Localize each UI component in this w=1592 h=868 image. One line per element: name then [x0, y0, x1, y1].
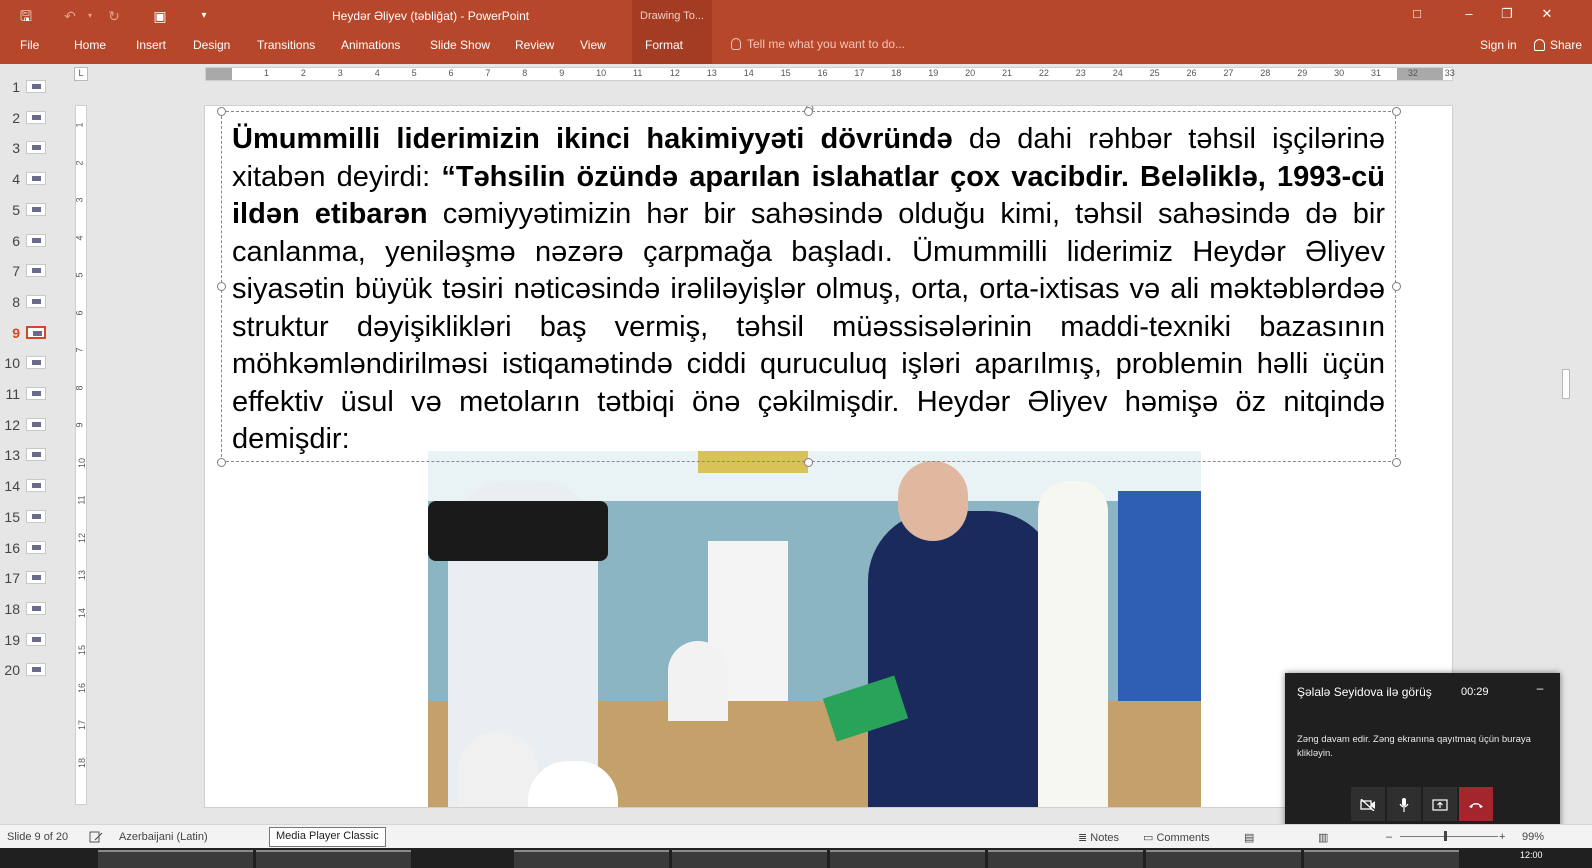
restore-icon[interactable]: ❐	[1501, 6, 1513, 21]
ruler-label: 24	[1112, 68, 1123, 78]
taskbar-clock: 12:00	[1520, 850, 1543, 860]
slide-thumbnail-preview[interactable]	[26, 111, 46, 124]
microphone-icon[interactable]	[1387, 787, 1421, 821]
selected-text-box[interactable]	[221, 111, 1396, 462]
taskbar-app-7[interactable]	[1146, 850, 1301, 868]
sign-in-link[interactable]: Sign in	[1480, 38, 1517, 52]
slide-thumbnail[interactable]	[0, 256, 68, 286]
slide-thumbnail[interactable]	[0, 533, 68, 563]
status-bar	[0, 824, 1592, 848]
ruler-label: 4	[374, 68, 380, 78]
windows-taskbar	[0, 848, 1592, 868]
slide-thumbnail-preview[interactable]	[26, 448, 46, 461]
photo-woman	[1038, 481, 1108, 808]
camera-off-icon[interactable]	[1351, 787, 1385, 821]
slide-thumbnail-number: 13	[4, 447, 20, 464]
photo-video-camera	[428, 501, 608, 561]
taskbar-tooltip: Media Player Classic	[269, 827, 386, 847]
slide-thumbnail-number: 18	[4, 600, 20, 617]
ruler-label: 3	[337, 68, 343, 78]
ruler-label: 18	[891, 68, 902, 78]
meeting-call-popup[interactable]	[1285, 673, 1560, 831]
ruler-label: 18	[77, 757, 88, 768]
slide-thumbnail[interactable]	[0, 440, 68, 470]
ruler-label: 10	[596, 68, 607, 78]
spelling-check-icon[interactable]	[89, 831, 103, 846]
ruler-label: 15	[780, 68, 791, 78]
tab-transitions[interactable]: Transitions	[257, 38, 316, 52]
ruler-label: 14	[743, 68, 754, 78]
ruler-label: 26	[1186, 68, 1197, 78]
ruler-label: 7	[485, 68, 491, 78]
slide-thumbnail-preview[interactable]	[26, 602, 46, 615]
normal-view-icon[interactable]: ▤	[1244, 832, 1255, 844]
share-label: Share	[1550, 38, 1583, 52]
tab-format[interactable]: Format	[645, 38, 684, 52]
tab-design[interactable]: Design	[193, 38, 231, 52]
zoom-slider[interactable]	[1400, 836, 1498, 837]
slide-thumbnail-preview[interactable]	[26, 510, 46, 523]
notes-label: Notes	[1090, 832, 1120, 844]
slide-thumbnail-number: 16	[4, 539, 20, 556]
zoom-out-icon[interactable]: –	[1386, 831, 1393, 843]
ruler-label: 13	[77, 569, 88, 581]
slide-thumbnail[interactable]	[0, 287, 68, 317]
ruler-label: 17	[854, 68, 865, 78]
ruler-label: 7	[74, 347, 85, 353]
taskbar-app-4[interactable]	[672, 850, 827, 868]
slide-thumbnail[interactable]	[0, 655, 68, 685]
slide-thumbnail-preview[interactable]	[26, 264, 46, 277]
slide-thumbnail[interactable]	[0, 133, 68, 163]
ruler-label: 16	[817, 68, 828, 78]
bold-text-1: Ümummilli liderimizin ikinci hakimiyyəti dövründə	[232, 123, 953, 155]
tab-insert[interactable]: Insert	[136, 38, 167, 52]
taskbar-app-3[interactable]	[514, 850, 669, 868]
slide-thumbnail[interactable]	[0, 318, 68, 348]
zoom-in-icon[interactable]: +	[1499, 831, 1506, 843]
ruler-label: 12	[77, 532, 88, 543]
slide-thumbnail[interactable]	[0, 72, 68, 102]
normal-text-2: cəmiyyətimizin hər bir sahəsində olduğu kimi, təhsil sahəsində də bir canlanma, yeniləşmə nəzərə çarpmağa başladı. Ümummilli liderimiz Heydər Əliyev siyasətin büyük təsiri nəticəsində irəliləyişlər olmuş, orta, orta-ixtisas və ali məktəblərdəə struktur dəyişiklikləri baş vermiş, təhsil müəssisələrinin maddi-texniki bazasının möhkəmləndirilməsi istiqamətində ciddi quruculuq işləri aparılmış, problemin həlli üçün effektiv üsul və metoların tətbiqi önə çəkilmişdir. Heydər Əliyev həmişə öz nitqində demişdir:	[232, 198, 1385, 455]
slide-thumbnail-preview[interactable]	[26, 80, 46, 93]
slide-body-text[interactable]	[232, 121, 1385, 459]
ruler-margin-right	[1397, 68, 1443, 80]
slide-thumbnail[interactable]	[0, 103, 68, 133]
slide-thumbnail-number: 11	[5, 386, 20, 402]
tab-slide-show[interactable]: Slide Show	[430, 38, 491, 52]
slide-thumbnail-number: 20	[4, 662, 20, 679]
slide-thumbnail-number: 9	[12, 324, 20, 341]
ruler-label: 3	[74, 197, 85, 203]
comments-label: Comments	[1156, 832, 1210, 844]
ruler-label: 1	[74, 122, 85, 128]
ruler-label: 22	[1038, 68, 1049, 78]
tell-me-search[interactable]	[731, 37, 905, 51]
resize-handle-right[interactable]	[1392, 282, 1401, 291]
taskbar-app-6[interactable]	[988, 850, 1143, 868]
taskbar-app-5[interactable]	[830, 850, 985, 868]
ruler-label: 33	[1444, 68, 1455, 78]
ruler-label: 29	[1297, 68, 1308, 78]
slide-canvas[interactable]	[204, 105, 1453, 808]
taskbar-app-8[interactable]	[1304, 850, 1459, 868]
resize-handle-bottom-left[interactable]	[217, 458, 226, 467]
reading-view-icon[interactable]: ▥	[1318, 832, 1329, 844]
photo-child	[458, 731, 538, 808]
share-screen-icon[interactable]	[1423, 787, 1457, 821]
ruler-label: 8	[74, 384, 85, 391]
ruler-label: 23	[1075, 68, 1086, 78]
vertical-scrollbar[interactable]	[1560, 64, 1572, 824]
title-bar	[0, 0, 1592, 32]
slide-thumbnail[interactable]	[0, 625, 68, 655]
slide-thumbnail-number: 19	[4, 631, 20, 648]
ruler-label: 11	[633, 68, 643, 78]
resize-handle-top-right[interactable]	[1392, 107, 1401, 116]
slide-thumbnail-preview[interactable]	[26, 541, 46, 554]
slide-thumbnail-number: 8	[12, 293, 20, 310]
zoom-slider-thumb[interactable]	[1444, 831, 1447, 841]
slide-thumbnail-number: 10	[4, 355, 20, 372]
normal-text-1: də dahi rəhbər təhsil işçilərinə xitabən deyirdi:	[232, 123, 1385, 193]
slide-thumbnail-preview[interactable]	[26, 203, 46, 216]
slide-thumbnail-number: 4	[12, 171, 20, 188]
slide-thumbnail[interactable]	[0, 471, 68, 501]
resize-handle-left[interactable]	[217, 282, 226, 291]
resize-handle-bottom[interactable]	[804, 458, 813, 467]
slide-thumbnail-number: 5	[12, 201, 20, 218]
resize-handle-top[interactable]	[804, 107, 813, 116]
ruler-label: 8	[522, 68, 528, 78]
start-from-beginning-icon[interactable]: ▣	[153, 8, 167, 24]
comment-icon: ▭	[1143, 832, 1154, 844]
slide-thumbnail[interactable]	[0, 164, 68, 194]
slide-thumbnail-preview[interactable]	[26, 571, 46, 584]
call-timer: 00:29	[1461, 686, 1489, 698]
window-title: Heydər Əliyev (təbliğat) - PowerPoint	[332, 9, 530, 23]
redo-icon[interactable]: ↻	[108, 8, 120, 24]
tab-file[interactable]: File	[20, 38, 40, 52]
ruler-label: 27	[1223, 68, 1234, 78]
slide-thumbnail-preview[interactable]	[26, 234, 46, 247]
close-icon[interactable]: ✕	[1541, 6, 1553, 21]
ribbon-display-options-icon[interactable]: □	[1413, 6, 1421, 21]
slide-thumbnail-preview[interactable]	[26, 356, 46, 369]
slide-thumbnail[interactable]	[0, 226, 68, 256]
ruler-label: 6	[74, 309, 85, 316]
ruler-label: 4	[74, 234, 85, 241]
ruler-label: 5	[74, 272, 85, 278]
call-title: Şəlalə Seyidova ilə görüş	[1297, 685, 1432, 699]
slide-thumbnail-preview[interactable]	[26, 295, 46, 308]
call-controls	[1351, 787, 1494, 821]
ruler-label: 2	[74, 159, 85, 166]
ruler-label: 28	[1260, 68, 1271, 78]
slide-thumbnail-number: 12	[4, 416, 20, 433]
tab-view[interactable]: View	[580, 38, 606, 52]
tab-review[interactable]: Review	[515, 38, 555, 52]
tab-home[interactable]: Home	[74, 38, 107, 52]
slide-thumbnail-number: 7	[12, 263, 20, 280]
ruler-label: 1	[264, 68, 270, 78]
hang-up-icon[interactable]	[1459, 787, 1493, 821]
ruler-label: 25	[1149, 68, 1160, 78]
call-message[interactable]: Zəng davam edir. Zəng ekranına qayıtmaq üçün buraya klikləyin.	[1297, 734, 1531, 759]
slide-thumbnail-preview[interactable]	[26, 172, 46, 185]
photo-man-in-suit	[868, 511, 1058, 808]
ruler-label: 10	[77, 457, 88, 468]
share-button[interactable]	[1534, 38, 1582, 52]
slide-thumbnail-number: 14	[4, 478, 20, 495]
ruler-label: 15	[77, 644, 88, 656]
taskbar-app-1[interactable]	[98, 850, 253, 868]
slide-thumbnail-number: 17	[4, 570, 20, 587]
resize-handle-bottom-right[interactable]	[1392, 458, 1401, 467]
ruler-label: 9	[74, 422, 85, 428]
ruler-label: 11	[76, 495, 87, 505]
comments-button[interactable]	[1143, 831, 1210, 844]
ruler-label: 31	[1371, 68, 1382, 78]
bold-text-2: “Təhsilin özündə aparılan islahatlar çox vacibdir. Beləliklə, 1993-cü ildən etibarən	[232, 160, 1385, 230]
customize-toolbar-icon[interactable]: ▾	[201, 10, 207, 21]
minimize-popup-icon[interactable]: –	[1536, 681, 1544, 695]
person-icon	[1534, 39, 1545, 51]
language-indicator[interactable]: Azerbaijani (Latin)	[119, 831, 208, 843]
tab-selector[interactable]: L	[74, 67, 88, 81]
taskbar-app-2[interactable]	[256, 850, 411, 868]
undo-dropdown-icon[interactable]: ▾	[87, 11, 92, 20]
ruler-label: 30	[1334, 68, 1345, 78]
slide-thumbnail[interactable]	[0, 348, 68, 378]
ruler-label: 5	[411, 68, 417, 78]
slide-thumbnail-number: 15	[4, 508, 20, 525]
tab-animations[interactable]: Animations	[341, 38, 401, 52]
tell-me-placeholder: Tell me what you want to do...	[747, 37, 906, 51]
slide-thumbnail[interactable]	[0, 379, 68, 409]
notes-icon: ≣	[1078, 832, 1088, 844]
slide-count: Slide 9 of 20	[7, 831, 69, 843]
save-icon[interactable]: 🖫	[20, 8, 32, 24]
slide-thumbnail-number: 3	[12, 140, 20, 157]
ruler-label: 19	[928, 68, 939, 78]
ruler-label: 2	[300, 68, 306, 78]
ruler-label: 32	[1407, 68, 1418, 78]
slide-thumbnail-preview[interactable]	[26, 663, 46, 676]
slide-thumbnail-preview[interactable]	[26, 418, 46, 431]
lightbulb-icon	[731, 38, 741, 50]
ruler-label: 9	[559, 68, 565, 78]
zoom-level[interactable]: 99%	[1522, 831, 1545, 843]
slide-thumbnail-pane	[0, 64, 68, 824]
ruler-margin-left	[206, 68, 232, 80]
slide-thumbnail-number: 2	[12, 109, 20, 126]
ruler-label: 12	[669, 68, 680, 78]
slide-thumbnail[interactable]	[0, 410, 68, 440]
slide-thumbnail-preview[interactable]	[26, 387, 46, 400]
slide-thumbnail-preview[interactable]	[26, 326, 46, 339]
ruler-label: 17	[77, 719, 88, 731]
scrollbar-thumb[interactable]	[1562, 369, 1570, 399]
ruler-label: 20	[965, 68, 976, 78]
ruler-label: 13	[706, 68, 717, 78]
undo-icon[interactable]: ↶	[64, 8, 76, 24]
slide-thumbnail-preview[interactable]	[26, 479, 46, 492]
slide-thumbnail-number: 1	[12, 79, 20, 95]
slide-thumbnail-preview[interactable]	[26, 141, 46, 154]
slide-thumbnail[interactable]	[0, 563, 68, 593]
vertical-ruler	[75, 105, 87, 805]
ruler-label: 21	[1002, 68, 1013, 78]
notes-button[interactable]	[1078, 831, 1119, 844]
slide-thumbnail-number: 6	[12, 232, 20, 249]
horizontal-ruler	[205, 67, 1453, 81]
ruler-label: 14	[77, 607, 88, 618]
photo-child-3	[668, 641, 728, 721]
ruler-label: 16	[77, 682, 88, 693]
slide-thumbnail-preview[interactable]	[26, 633, 46, 646]
photo-face	[898, 461, 968, 541]
slide-thumbnail[interactable]	[0, 195, 68, 225]
minimize-icon[interactable]: –	[1465, 6, 1473, 21]
slide-photo[interactable]	[428, 451, 1201, 808]
ruler-label: 6	[448, 68, 454, 78]
slide-thumbnail[interactable]	[0, 502, 68, 532]
slide-thumbnail[interactable]	[0, 594, 68, 624]
contextual-group-label: Drawing To...	[640, 10, 704, 22]
resize-handle-top-left[interactable]	[217, 107, 226, 116]
